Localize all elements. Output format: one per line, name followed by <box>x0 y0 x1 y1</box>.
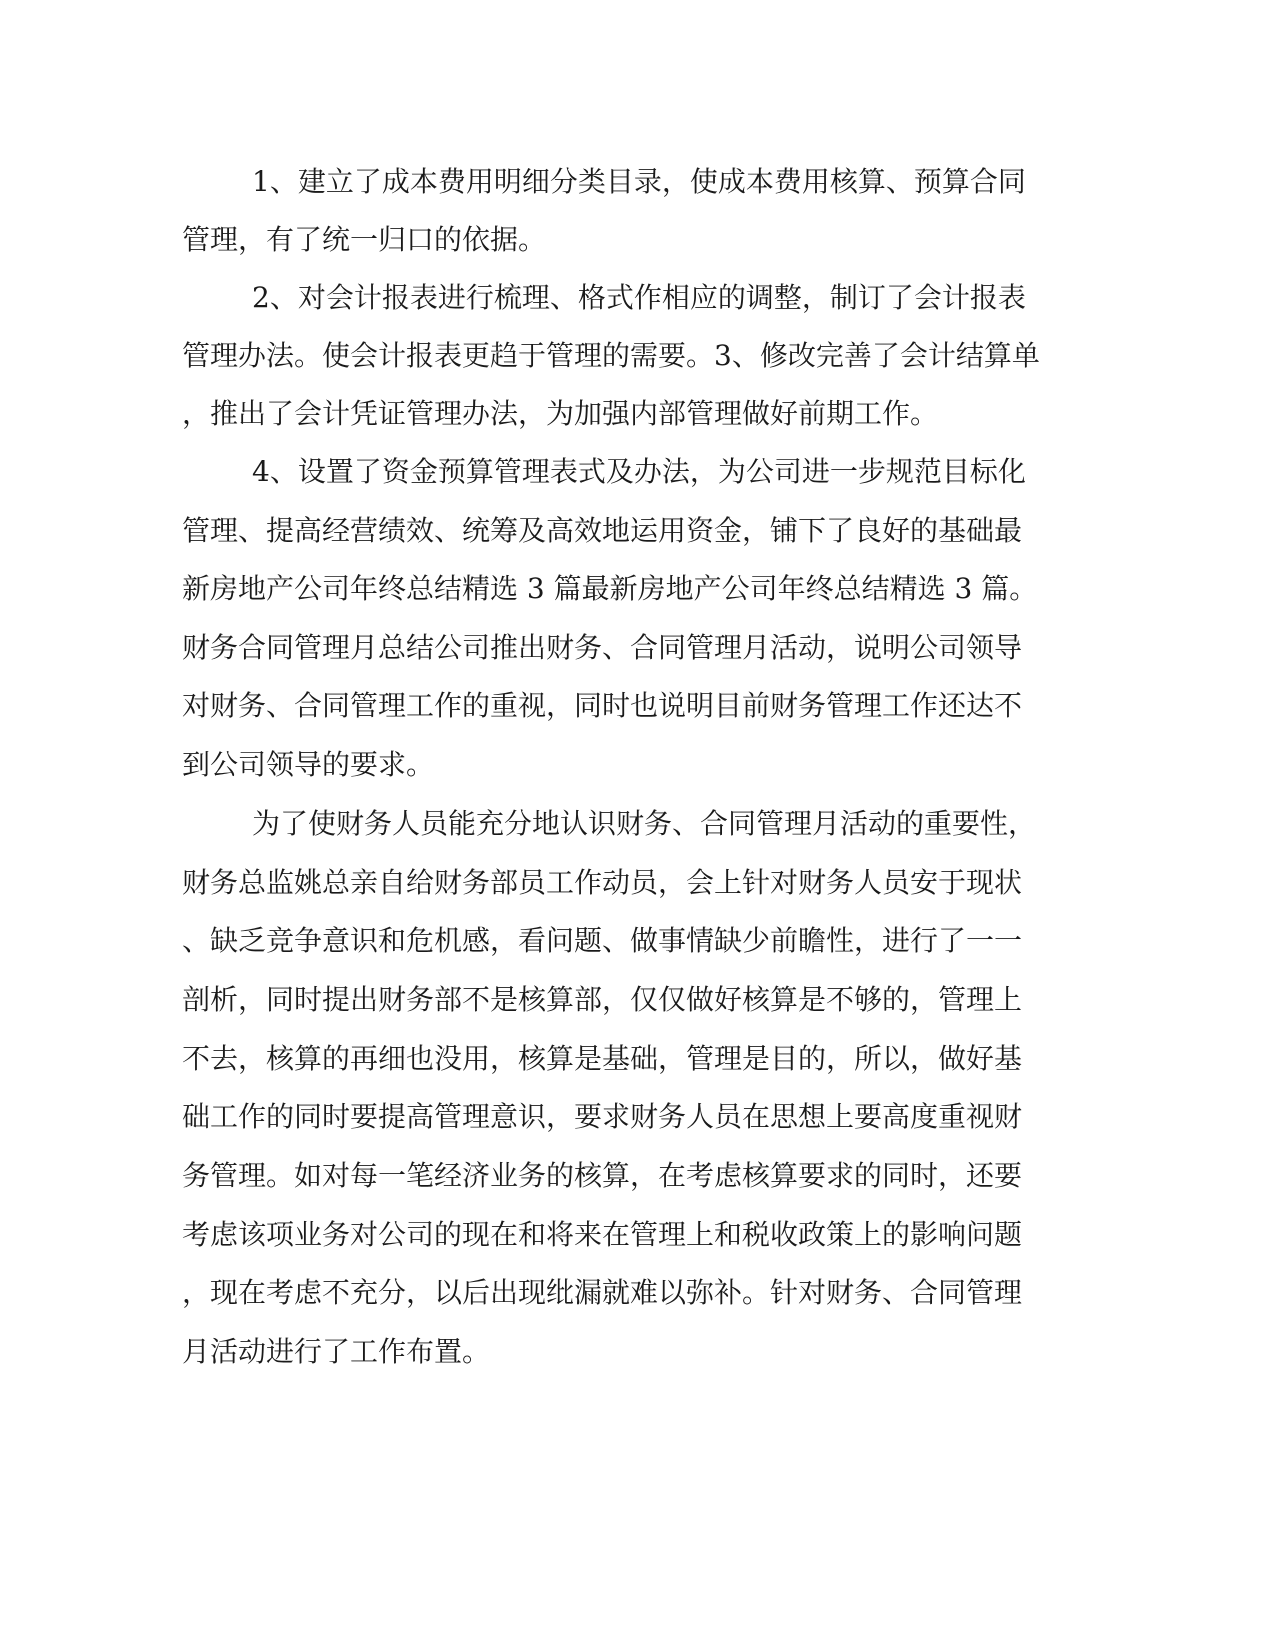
text-line: ，现在考虑不充分，以后出现纰漏就难以弥补。针对财务、合同管理 <box>182 1276 1023 1309</box>
text-line: 对财务、合同管理工作的重视，同时也说明目前财务管理工作还达不 <box>182 689 1023 722</box>
text-line: 4、设置了资金预算管理表式及办法，为公司进一步规范目标化 <box>252 455 1026 488</box>
text-line: 财务合同管理月总结公司推出财务、合同管理月活动，说明公司领导 <box>182 631 1023 664</box>
text-line: 管理办法。使会计报表更趋于管理的需要。3、修改完善了会计结算单 <box>182 339 1040 372</box>
text-line: 管理、提高经营绩效、统筹及高效地运用资金，铺下了良好的基础最 <box>182 514 1023 547</box>
text-line: 管理，有了统一归口的依据。 <box>182 223 547 256</box>
text-line: 财务总监姚总亲自给财务部员工作动员，会上针对财务人员安于现状 <box>182 866 1023 899</box>
text-line: 新房地产公司年终总结精选 3 篇最新房地产公司年终总结精选 3 篇。 <box>182 572 1038 605</box>
text-line: 考虑该项业务对公司的现在和将来在管理上和税收政策上的影响问题 <box>182 1218 1023 1251</box>
text-line: ，推出了会计凭证管理办法，为加强内部管理做好前期工作。 <box>182 397 939 430</box>
text-line: 2、对会计报表进行梳理、格式作相应的调整，制订了会计报表 <box>252 281 1026 314</box>
text-line: 到公司领导的要求。 <box>182 748 435 781</box>
text-line: 务管理。如对每一笔经济业务的核算，在考虑核算要求的同时，还要 <box>182 1159 1023 1192</box>
text-line: 不去，核算的再细也没用，核算是基础，管理是目的，所以，做好基 <box>182 1042 1023 1075</box>
text-line: 、缺乏竞争意识和危机感，看问题、做事情缺少前瞻性，进行了一一 <box>182 924 1023 957</box>
text-line: 为了使财务人员能充分地认识财务、合同管理月活动的重要性， <box>252 807 1037 840</box>
text-line: 月活动进行了工作布置。 <box>182 1335 491 1368</box>
text-line: 剖析，同时提出财务部不是核算部，仅仅做好核算是不够的，管理上 <box>182 983 1023 1016</box>
text-line: 1、建立了成本费用明细分类目录，使成本费用核算、预算合同 <box>252 165 1026 198</box>
text-line: 础工作的同时要提高管理意识，要求财务人员在思想上要高度重视财 <box>182 1100 1023 1133</box>
